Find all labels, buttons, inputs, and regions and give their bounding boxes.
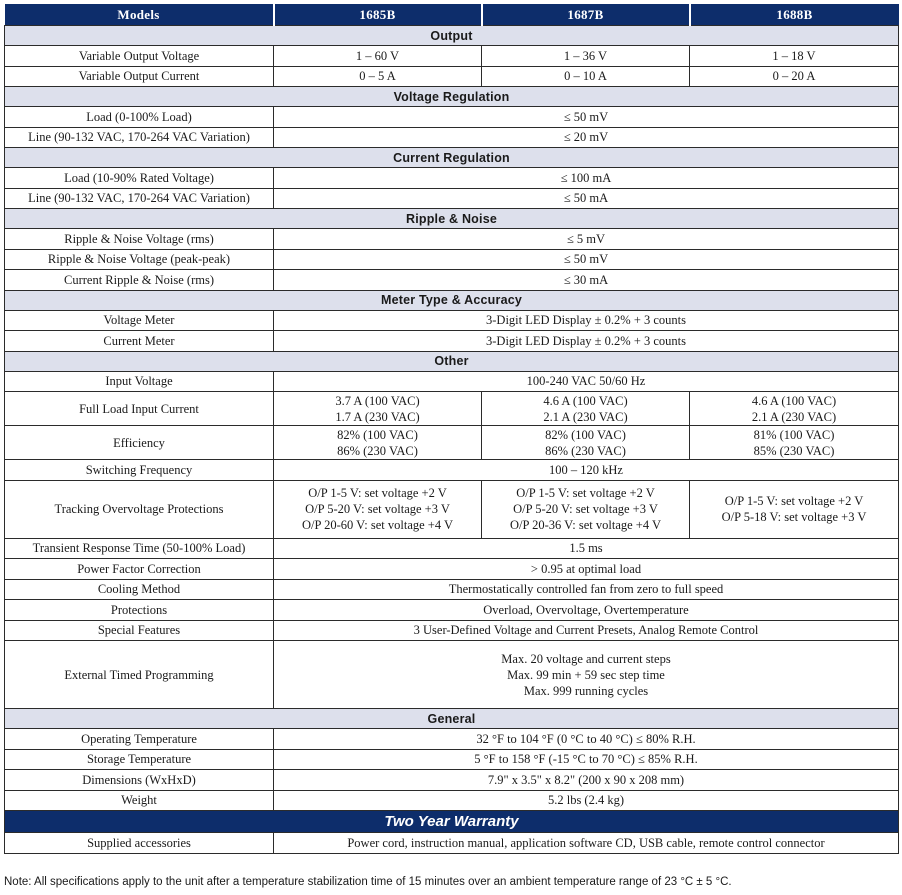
line: 2.1 A (230 VAC) [751,409,837,424]
line: 85% (230 VAC) [753,443,835,458]
cell-value [690,392,899,426]
line: 82% (100 VAC) [337,427,418,442]
cell-value: 1 – 36 V [482,46,690,67]
row-label: Power Factor Correction [5,559,274,580]
row-label: Cooling Method [5,579,274,600]
cell-value [274,641,899,709]
line: 2.1 A (230 VAC) [543,409,628,424]
line: 82% (100 VAC) [545,427,626,442]
warranty-text: Two Year Warranty [5,811,899,833]
line: 4.6 A (100 VAC) [751,393,837,408]
cell-value: ≤ 50 mV [274,107,899,128]
line: O/P 1-5 V: set voltage +2 V [724,494,864,508]
row-label: Current Meter [5,331,274,352]
header-row [5,4,899,26]
table-row [5,600,899,621]
row-label: Efficiency [5,426,274,460]
section-other: Other [5,351,899,371]
row-label: Transient Response Time (50-100% Load) [5,538,274,559]
section-ripple-noise: Ripple & Noise [5,209,899,229]
cell-value: 5 °F to 158 °F (-15 °C to 70 °C) ≤ 85% R.H. [274,749,899,770]
header-model-2: 1687B [482,4,690,26]
row-label: Input Voltage [5,371,274,392]
cell-value: ≤ 100 mA [274,168,899,189]
row-label: Tracking Overvoltage Protections [5,480,274,538]
row-label: Storage Temperature [5,749,274,770]
row-label: Operating Temperature [5,729,274,750]
cell-value: 1.5 ms [274,538,899,559]
line: O/P 1-5 V: set voltage +2 V [516,486,655,500]
cell-value: Power cord, instruction manual, application software CD, USB cable, remote control connector [274,833,899,854]
cell-value: > 0.95 at optimal load [274,559,899,580]
table-row [5,310,899,331]
row-label: Supplied accessories [5,833,274,854]
cell-value: ≤ 30 mA [274,270,899,291]
table-row [5,66,899,87]
table-row [5,331,899,352]
cell-value: Thermostatically controlled fan from zero to full speed [274,579,899,600]
row-label: Load (0-100% Load) [5,107,274,128]
line: Max. 20 voltage and current steps [501,651,671,666]
table-row [5,229,899,250]
table-row [5,168,899,189]
line: O/P 5-20 V: set voltage +3 V [513,502,658,516]
row-label: Dimensions (WxHxD) [5,770,274,791]
line: O/P 5-20 V: set voltage +3 V [305,502,450,516]
cell-value: ≤ 20 mV [274,127,899,148]
line: O/P 5-18 V: set voltage +3 V [721,510,867,524]
cell-value: 32 °F to 104 °F (0 °C to 40 °C) ≤ 80% R.H. [274,729,899,750]
row-label: Protections [5,600,274,621]
cell-value [274,480,482,538]
row-label: Line (90-132 VAC, 170-264 VAC Variation) [5,127,274,148]
table-row [5,538,899,559]
cell-value: 3-Digit LED Display ± 0.2% + 3 counts [274,310,899,331]
cell-value: 0 – 5 A [274,66,482,87]
table-row [5,270,899,291]
cell-value [274,392,482,426]
row-label: Current Ripple & Noise (rms) [5,270,274,291]
warranty-banner [5,811,899,833]
footnote: Note: All specifications apply to the unit after a temperature stabilization time of 15 minutes over an ambient temperature range of 23 °C ± 5 °C. [4,876,732,888]
cell-value: ≤ 50 mA [274,188,899,209]
line: O/P 1-5 V: set voltage +2 V [308,486,447,500]
line: 81% (100 VAC) [753,427,835,442]
cell-value: Overload, Overvoltage, Overtemperature [274,600,899,621]
row-label: Ripple & Noise Voltage (rms) [5,229,274,250]
table-row [5,188,899,209]
line: O/P 20-36 V: set voltage +4 V [509,518,662,532]
line: 1.7 A (230 VAC) [335,409,420,424]
table-row [5,371,899,392]
section-voltage-regulation: Voltage Regulation [5,87,899,107]
cell-value: 0 – 10 A [482,66,690,87]
table-row [5,127,899,148]
table-row [5,392,899,426]
line: Max. 999 running cycles [523,683,649,698]
row-label: Full Load Input Current [5,392,274,426]
section-output: Output [5,26,899,46]
table-row [5,641,899,709]
row-label: Ripple & Noise Voltage (peak-peak) [5,249,274,270]
header-model-1: 1685B [274,4,482,26]
row-label: Switching Frequency [5,460,274,481]
cell-value [482,480,690,538]
cell-value: 3-Digit LED Display ± 0.2% + 3 counts [274,331,899,352]
row-label: Variable Output Current [5,66,274,87]
line: 3.7 A (100 VAC) [335,393,420,408]
cell-value: 1 – 60 V [274,46,482,67]
cell-value: 1 – 18 V [690,46,899,67]
table-row [5,480,899,538]
cell-value [482,426,690,460]
table-row [5,770,899,791]
table-row [5,833,899,854]
line: 4.6 A (100 VAC) [543,393,628,408]
table-row [5,426,899,460]
line: O/P 20-60 V: set voltage +4 V [301,518,454,532]
section-meter: Meter Type & Accuracy [5,290,899,310]
row-label: Special Features [5,620,274,641]
table-row [5,729,899,750]
table-row [5,249,899,270]
cell-value: 100 – 120 kHz [274,460,899,481]
line: 86% (230 VAC) [545,443,626,458]
cell-value: 7.9" x 3.5" x 8.2" (200 x 90 x 208 mm) [274,770,899,791]
cell-value: 3 User-Defined Voltage and Current Presets, Analog Remote Control [274,620,899,641]
section-current-regulation: Current Regulation [5,148,899,168]
table-row [5,559,899,580]
line: Max. 99 min + 59 sec step time [507,667,665,682]
cell-value [482,392,690,426]
cell-value [690,426,899,460]
cell-value: 100-240 VAC 50/60 Hz [274,371,899,392]
row-label: Load (10-90% Rated Voltage) [5,168,274,189]
table-row [5,46,899,67]
line: 86% (230 VAC) [337,443,418,458]
table-row [5,620,899,641]
cell-value: 5.2 lbs (2.4 kg) [274,790,899,811]
table-row [5,749,899,770]
row-label: Variable Output Voltage [5,46,274,67]
row-label: Voltage Meter [5,310,274,331]
cell-value: ≤ 50 mV [274,249,899,270]
cell-value: ≤ 5 mV [274,229,899,250]
table-row [5,579,899,600]
row-label: External Timed Programming [5,641,274,709]
cell-value: 0 – 20 A [690,66,899,87]
cell-value [274,426,482,460]
row-label: Line (90-132 VAC, 170-264 VAC Variation) [5,188,274,209]
section-general: General [5,709,899,729]
table-row [5,107,899,128]
row-label: Weight [5,790,274,811]
header-models: Models [5,4,274,26]
table-row [5,790,899,811]
table-row [5,460,899,481]
spec-table [4,4,899,854]
cell-value [690,480,899,538]
header-model-3: 1688B [690,4,899,26]
